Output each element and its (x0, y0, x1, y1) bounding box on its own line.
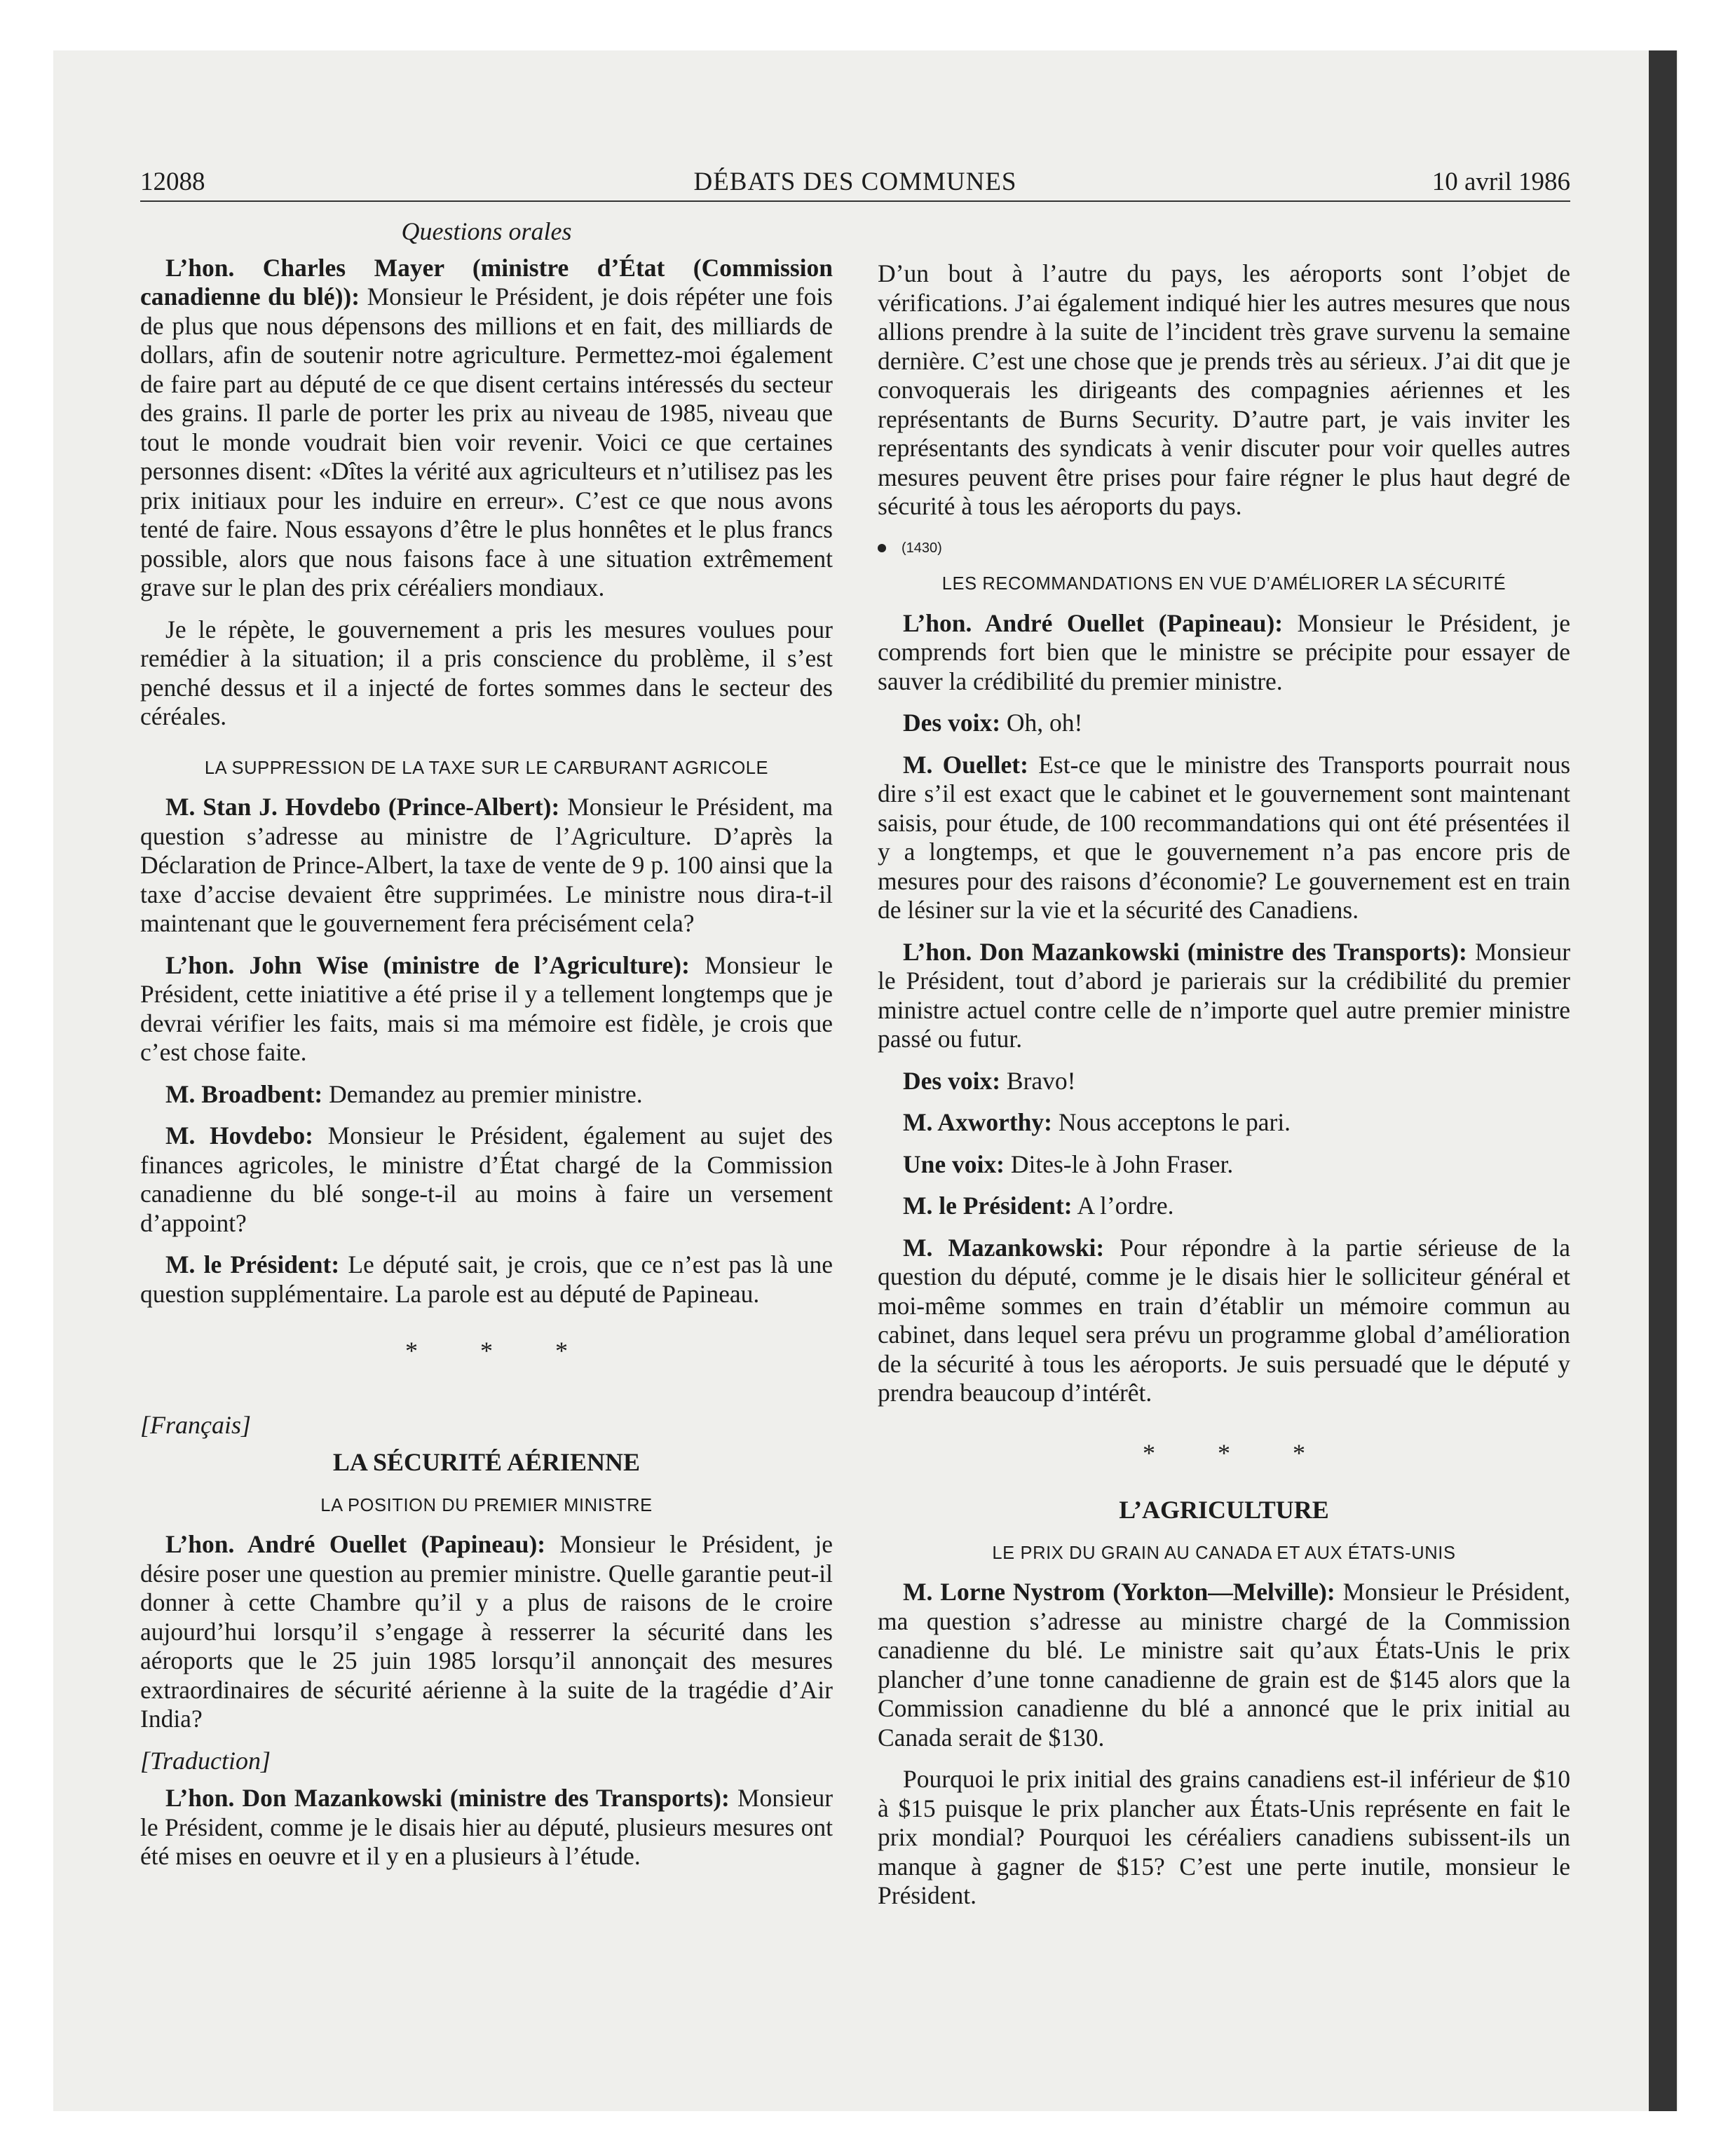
paragraph (140, 254, 833, 603)
speaker: L’hon. Don Mazankowski (ministre des Transports): (903, 937, 1467, 966)
paragraph (878, 1765, 1570, 1911)
scan-edge-bar (1649, 50, 1677, 2111)
paragraph (878, 1192, 1570, 1221)
speaker: M. le Président: (165, 1250, 340, 1278)
speech: Monsieur le Président, ma question s’adresse au ministre chargé de la Commission canadienne du blé. Le ministre sait qu’aux États-Unis le prix plancher d’une tonne canadienne de grain est de $145 alors que la Commission canadienne du blé a annoncé que le prix initial au Canada serait de $130. (878, 1578, 1571, 1752)
speech: Pour répondre à la partie sérieuse de la question du député, comme je le disais hier le solliciteur général et moi-même sommes en train d’établir un mémoire commun au cabinet, dans lequel sera prévu un programme global d’amélioration de la sécurité à tous les aéroports. Je suis persuadé que le député y prendra beaucoup d’intérêt. (878, 1233, 1570, 1407)
publication-date: 10 avril 1986 (1431, 168, 1570, 196)
left-column (140, 217, 833, 1884)
paragraph (140, 793, 833, 939)
paragraph (140, 1080, 833, 1110)
speaker: Une voix: (903, 1149, 1005, 1178)
speech: Je le répète, le gouvernement a pris les mesures voulues pour remédier à la situation; il a pris conscience du problème, il s’est penché dessus et il a injecté de fortes sommes dans le secteur des céréales. (140, 615, 833, 730)
speaker: M. Hovdebo: (165, 1121, 313, 1149)
section-heading: L’AGRICULTURE (1119, 1496, 1329, 1524)
speech: Monsieur le Président, également au sujet des finances agricoles, le ministre d’État chargé de la Commission canadienne du blé songe-t-il au moins à faire un versement d’appoint? (140, 1121, 833, 1237)
paragraph (878, 751, 1570, 925)
speaker: L’hon. John Wise (ministre de l’Agriculture): (165, 950, 690, 979)
paragraph (878, 938, 1570, 1054)
paragraph (140, 1784, 833, 1871)
speech: Monsieur le Président, cette iniatitive a été prise il y a tellement longtemps que je devrai vérifier les faits, mais si ma mémoire est fidèle, je crois que c’est chose faite. (140, 950, 834, 1066)
speaker: L’hon. Charles Mayer (ministre d’État (Commission canadienne du blé)): (140, 253, 833, 311)
speech: Bravo! (1006, 1066, 1076, 1095)
paragraph (878, 1578, 1570, 1752)
time-marker-text: (1430) (901, 540, 942, 556)
speech: Monsieur le Président, je comprends fort bien que le ministre se précipite pour essayer de sauver la crédibilité du premier ministre. (878, 608, 1570, 695)
page-number: 12088 (140, 168, 205, 196)
speech: Pourquoi le prix initial des grains canadiens est-il inférieur de $10 à $15 puisque le prix plancher aux États-Unis représente en fait le prix mondial? Pourquoi les céréaliers canadiens subissent-ils un manque à gagner de $15? C’est une perte inutile, monsieur le Président. (878, 1765, 1570, 1909)
subheading: LES RECOMMANDATIONS EN VUE D’AMÉLIORER LA SÉCURITÉ (941, 574, 1506, 594)
speech: Monsieur le Président, comme je le disais hier au député, plusieurs mesures ont été mises en oeuvre et il y en a plusieurs à l’étude. (140, 1784, 834, 1870)
bullet-icon (878, 544, 886, 552)
paragraph (140, 1250, 833, 1309)
section-heading: LA SÉCURITÉ AÉRIENNE (332, 1448, 641, 1476)
speech: Est-ce que le ministre des Transports pourrait nous dire s’il est exact que le cabinet et le gouvernement sont maintenant saisis, pour étude, de 100 recommandations qui ont été présentées il y a longtemps, et que le gouvernement n’a pas encore pris de mesures pour des raisons d’économie? Le gouvernement est en train de lésiner sur la vie et la sécurité des Canadiens. (878, 750, 1571, 924)
speaker: L’hon. André Ouellet (Papineau): (903, 608, 1284, 637)
speech: Monsieur le Président, je désire poser une question au premier ministre. Quelle garantie peut-il donner à cette Chambre qu’il y a plus de raisons de le croire aujourd’hui lorsqu’il s’engage à resserrer la sécurité dans les aéroports que le 25 juin 1985 lorsqu’il annonçait des mesures extraordinaires de sécurité aérienne à la suite de la tragédie d’Air India? (140, 1530, 833, 1733)
paragraph (878, 609, 1570, 697)
paragraph (140, 615, 833, 732)
paragraph (878, 1108, 1570, 1138)
paragraph (140, 951, 833, 1067)
speaker: M. Ouellet: (903, 750, 1028, 779)
section-separator: * * * (1143, 1438, 1333, 1467)
speaker: L’hon. André Ouellet (Papineau): (165, 1530, 546, 1558)
subheading: LA POSITION DU PREMIER MINISTRE (320, 1495, 653, 1515)
subheading: LA SUPPRESSION DE LA TAXE SUR LE CARBURANT AGRICOLE (204, 758, 769, 778)
speaker: M. Broadbent: (165, 1079, 323, 1108)
paragraph (878, 1234, 1570, 1408)
speech: Demandez au premier ministre. (329, 1079, 643, 1108)
speaker: L’hon. Don Mazankowski (ministre des Transports): (165, 1784, 730, 1812)
publication-title: DÉBATS DES COMMUNES (693, 168, 1017, 196)
running-head: Questions orales (401, 217, 572, 245)
paragraph (140, 1121, 833, 1238)
paragraph (878, 259, 1570, 521)
speaker: M. Stan J. Hovdebo (Prince-Albert): (165, 793, 560, 821)
speech: Oh, oh! (1006, 709, 1083, 737)
speech: Le député sait, je crois, que ce n’est pas là une question supplémentaire. La parole est au député de Papineau. (140, 1250, 834, 1308)
paragraph (878, 1150, 1570, 1180)
speech: Monsieur le Président, ma question s’adresse au ministre de l’Agriculture. D’après la Déclaration de Prince-Albert, la taxe de vente de 9 p. 100 ainsi que la taxe d’accise devaient être supprimées. Le ministre nous dira-t-il maintenant que le gouvernement fera précisément cela? (140, 793, 833, 937)
paragraph (140, 1530, 833, 1734)
paragraph (878, 709, 1570, 738)
section-separator: * * * (405, 1337, 596, 1365)
speech: Dites-le à John Fraser. (1010, 1149, 1234, 1178)
speaker: Des voix: (903, 1066, 1001, 1095)
speech: Nous acceptons le pari. (1058, 1108, 1291, 1136)
speech: A l’ordre. (1077, 1192, 1174, 1220)
speaker: M. Lorne Nystrom (Yorkton—Melville): (903, 1578, 1335, 1606)
speech: D’un bout à l’autre du pays, les aéroports sont l’objet de vérifications. J’ai également indiqué hier les autres mesures que nous allions prendre à la suite de l’incident très grave survenu la semaine dernière. C’est une chose que je prends très au sérieux. J’ai dit que je convoquerais les dirigeants des compagnies aériennes et les représentants de Burns Security. D’autre part, je vais inviter les représentants des syndicats à venir discuter pour voir quelles autres mesures peuvent être prises pour faire régner le plus haut degré de sécurité à tous les aéroports du pays. (878, 259, 1570, 520)
language-marker: [Traduction] (140, 1746, 271, 1775)
subheading: LE PRIX DU GRAIN AU CANADA ET AUX ÉTATS-UNIS (992, 1543, 1456, 1563)
speech: Monsieur le Président, tout d’abord je parierais sur la crédibilité du premier ministre actuel contre celle de n’importe quel autre premier ministre passé ou futur. (878, 937, 1571, 1053)
speaker: Des voix: (903, 709, 1001, 737)
speaker: M. le Président: (903, 1192, 1073, 1220)
page-header (140, 167, 1570, 199)
time-marker (878, 534, 1570, 564)
speaker: M. Axworthy: (903, 1108, 1052, 1136)
right-column (878, 259, 1570, 1923)
language-marker: [Français] (140, 1410, 252, 1439)
paragraph (878, 1067, 1570, 1096)
header-rule (140, 200, 1570, 202)
speech: Monsieur le Président, je dois répéter une fois de plus que nous dépensons des millions et en fait, des milliards de dollars, afin de soutenir notre agriculture. Permettez-moi également de faire part au député de ce que disent certains intéressés du secteur des grains. Il parle de porter les prix au niveau de 1985, niveau que tout le monde voudrait bien voir revenir. Voici ce que certaines personnes disent: «Dîtes la vérité aux agriculteurs et n’utilisez pas les prix initiaux pour les induire en erreur». C’est ce que nous avons tenté de faire. Nous essayons d’être le plus honnêtes et le plus francs possible, alors que nous faisons face à une situation extrêmement grave sur le plan des prix céréaliers mondiaux. (140, 282, 833, 601)
speaker: M. Mazankowski: (903, 1233, 1105, 1262)
